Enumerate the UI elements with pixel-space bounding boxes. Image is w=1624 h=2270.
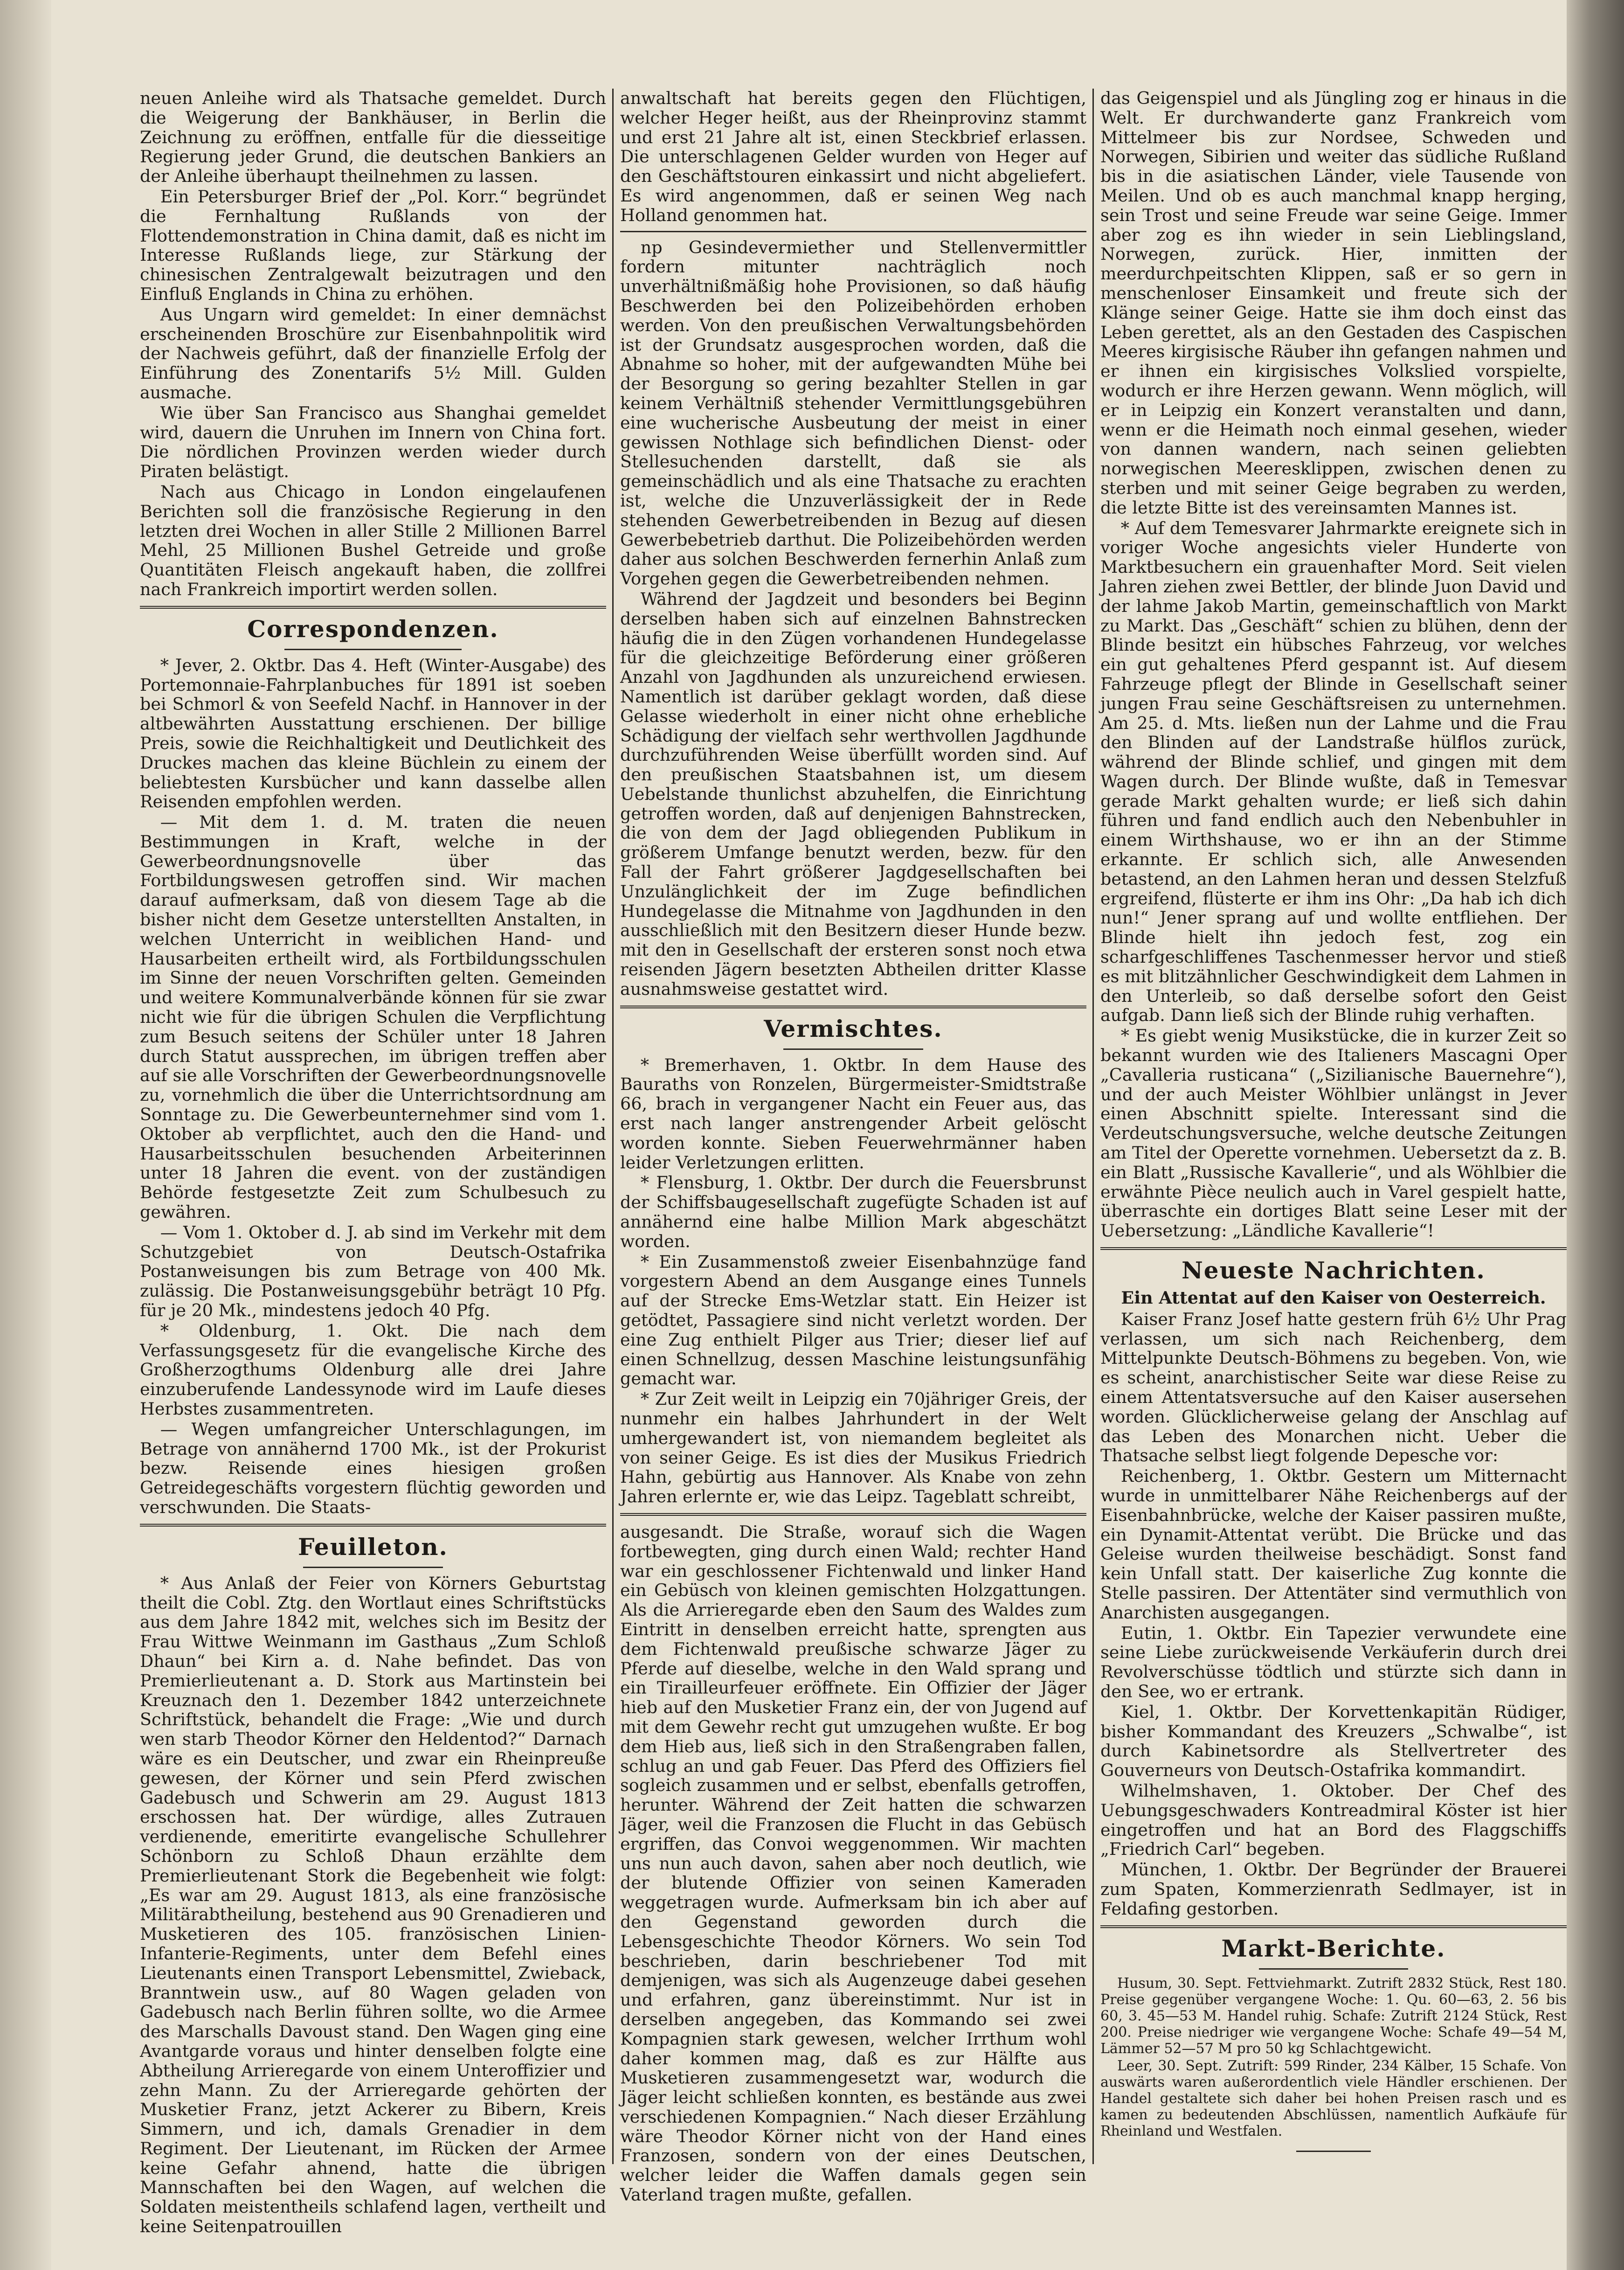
column-divider-2 [1092,89,1094,2164]
article-rule [620,231,1086,232]
article-paragraph: — Vom 1. Oktober d. J. ab sind im Verkehr mit dem Schutzgebiet von Deutsch-Ostafrika Postanweisungen bis zum Betrage von 400 Mk. zulässig. Die Postanweisungsgebühr beträgt 10 Pfg. für je 20 Mk., mindestens jedoch 40 Pfg. [140,1222,606,1321]
column-3 [1100,89,1567,2187]
end-rule [1296,2151,1371,2152]
section-rule [620,1006,1086,1008]
article-paragraph: * Aus Anlaß der Feier von Körners Geburtstag theilt die Cobl. Ztg. den Wortlaut eines Schriftstücks aus dem Jahre 1842 mit, welches sich im Besitz der Frau Wittwe Weinmann im Gasthaus „Zum Schloß Dhaun“ bei Kirn a. d. Nahe befindet. Das von Premierlieutenant a. D. Stork aus Martinstein bei Kreuznach den 1. Dezember 1842 unterzeichnete Schriftstück, behandelt die Frage: „Wie und durch wen starb Theodor Körner den Heldentod?“ Darnach wäre es ein Deutscher, und zwar ein Rheinpreuße gewesen, der Körner und sein Pferd zwischen Gadebusch und Schwerin am 29. August 1813 erschossen hat. Der würdige, alles Zutrauen verdienende, emeritirte evangelische Schullehrer Schönborn zu Schloß Dhaun erzählte dem Premierlieutenant Stork die Begebenheit wie folgt: „Es war am 29. August 1813, als eine französische Militärabtheilung, bestehend aus 90 Grenadieren und Musketieren des 105. französischen Linien-Infanterie-Regiments, unter dem Befehl eines Lieutenants einen Transport Lebensmittel, Zwieback, Branntwein usw., auf 80 Wagen geladen von Gadebusch nach Berlin führen sollte, wo die Armee des Marschalls Davoust stand. Den Wagen ging eine Avantgarde voraus und hinter denselben folgte eine Abtheilung Arrieregarde von einem Unteroffizier und zehn Mann. Zu der Arrieregarde gehörten der Musketier Franz, jetzt Ackerer zu Bibern, Kreis Simmern, und ich, damals Grenadier in dem Regiment. Der Lieutenant, im Rücken der Armee keine Gefahr ahnend, hatte die übrigen Mannschaften bei den Wagen, auf welchen die Soldaten meistentheils schlafend lagen, vertheilt und keine Seitenpatrouillen [140,1573,606,2237]
article-paragraph: ausgesandt. Die Straße, worauf sich die Wagen fortbewegten, ging durch einen Wald; rechter Hand war ein geschlossener Fichtenwald und linker Hand ein Gebüsch von kleinen gemischten Holzgattungen. Als die Arrieregarde eben den Saum des Waldes zum Eintritt in denselben erreicht hatte, sprengten aus dem Fichtenwald preußische schwarze Jäger zu Pferde auf dieselbe, welche in den Wald sprang und ein Tirailleurfeuer eröffnete. Ein Offizier der Jäger hieb auf den Musketier Franz ein, der von Jugend auf mit dem Gewehr recht gut umzugehen wußte. Er bog dem Hieb aus, ließ sich in den Straßengraben fallen, schlug an und gab Feuer. Das Pferd des Offiziers fiel sogleich zusammen und er selbst, ebenfalls getroffen, herunter. Während der Zeit hatten die schwarzen Jäger, weil die Franzosen die Flucht in das Gebüsch ergriffen, das Convoi weggenommen. Wir machten uns nun auch davon, sahen aber noch deutlich, wie der blutende Offizier von seinen Kameraden weggetragen wurde. Aufmerksam bin ich aber auf den Gegenstand geworden durch die Lebensgeschichte Theodor Körners. Wo sein Tod beschrieben, darin beschriebener Tod mit demjenigen, was sich als Augenzeuge dabei gesehen und erfahren, ganz übereinstimmt. Nur ist in derselben angegeben, das Kommando sei zwei Kompagnien stark gewesen, welcher Irrthum wohl daher kommen mag, daß es zur Hälfte aus Musketieren zusammengesetzt war, wodurch die Jäger leicht schließen konnten, es bestände aus zwei verschiedenen Kompagnien.“ Nach dieser Erzählung wäre Theodor Körner nicht von der Hand eines Franzosen, sondern von der eines Deutschen, welcher leider die Waffen damals gegen sein Vaterland tragen mußte, gefallen. [620,1521,1086,2205]
article-paragraph: Wilhelmshaven, 1. Oktober. Der Chef des Uebungsgeschwaders Kontreadmiral Köster ist hier eingetroffen und hat an Bord des Flaggschiffs „Friedrich Carl“ begeben. [1100,1780,1567,1860]
article-paragraph: Ein Petersburger Brief der „Pol. Korr.“ begründet die Fernhaltung Rußlands von der Flottendemonstration in China damit, daß es nicht im Interesse Rußlands liege, zur Stärkung der chinesischen Zentralgewalt beizutragen und den Einfluß Englands in China zu erhöhen. [140,186,606,304]
heading-rule [1259,1968,1408,1970]
article-paragraph: Aus Ungarn wird gemeldet: In einer demnächst erscheinenden Broschüre zur Eisenbahnpolitik wird der Nachweis geführt, daß der finanzielle Erfolg der Einführung des Zonentarifs 5½ Mill. Gulden ausmache. [140,304,606,403]
section-heading-vermischtes: Vermischtes. [764,1014,943,1042]
section-rule [140,606,606,609]
page-edge [1567,0,1624,2270]
section-heading-markt-berichte: Markt-Berichte. [1221,1934,1446,1962]
article-paragraph: * Flensburg, 1. Oktbr. Der durch die Feuersbrunst der Schiffsbaugesellschaft zugefügte Schaden ist auf annähernd eine halbe Million Mark abgeschätzt worden. [620,1173,1086,1251]
market-report: Leer, 30. Sept. Zutrift: 599 Rinder, 234 Kälber, 15 Schafe. Von auswärts waren außerordentlich viele Händler erschienen. Der Handel gestaltete sich daher bei hohen Preisen rasch und es kamen zu bedeutenden Abschlüssen, namentlich Aufkäufe für Rheinland und Westfalen. [1100,2057,1567,2139]
heading-rule [284,649,462,650]
subheading-attentat: Ein Attentat auf den Kaiser von Oesterreich. [1121,1288,1546,1308]
article-paragraph: Kiel, 1. Oktbr. Der Korvettenkapitän Rüdiger, bisher Kommandant des Kreuzers „Schwalbe“, ist durch Kabinetsordre als Stellvertreter des Gouverneurs von Deutsch-Ostafrika kommandirt. [1100,1701,1567,1781]
article-paragraph: Nach aus Chicago in London eingelaufenen Berichten soll die französische Regierung in den letzten drei Wochen in aller Stille 2 Millionen Barrel Mehl, 25 Millionen Bushel Getreide und große Quantitäten Fleisch angekauft haben, die zollfrei nach Frankreich importirt werden sollen. [140,481,606,599]
article-paragraph: Während der Jagdzeit und besonders bei Beginn derselben haben sich auf einzelnen Bahnstrecken häufig die in den Zügen vorhandenen Hundegelasse für die gleichzeitige Beförderung einer größeren Anzahl von Jagdhunden als unzureichend erwiesen. Namentlich ist darüber geklagt worden, daß diese Gelasse wiederholt in einer nicht ohne erhebliche Schädigung der vielfach sehr werthvollen Jagdhunde durchzuführenden Weise überfüllt worden sind. Auf den preußischen Staatsbahnen ist, um diesem Uebelstande thunlichst abzuhelfen, die Einrichtung getroffen worden, daß auf denjenigen Bahnstrecken, die von dem der Jagd obliegenden Publikum in größerem Umfange benutzt werden, bezw. für den Fall der Fahrt größerer Jagdgesellschaften bei Unzulänglichkeit der im Zuge befindlichen Hundegelasse die Mitnahme von Jagdhunden in den ausschließlich mit den Besitzern dieser Hunde bezw. mit den in Gesellschaft der ersteren sonst noch etwa reisenden Jägern besetzten Abtheilen dritter Klasse ausnahmsweise gestattet wird. [620,589,1086,999]
section-heading-neueste-nachrichten: Neueste Nachrichten. [1182,1256,1486,1284]
article-paragraph: * Jever, 2. Oktbr. Das 4. Heft (Winter-Ausgabe) des Portemonnaie-Fahrplanbuches für 1891 ist soeben bei Schmorl & von Seefeld Nachf. in Hannover in der altbewährten Ausstattung erschienen. Der billige Preis, sowie die Reichhaltigkeit und Deutlichkeit des Druckes machen das kleine Büchlein zu einem der beliebtesten Kursbücher und kann dasselbe allen Reisenden empfohlen werden. [140,655,606,812]
article-paragraph: Eutin, 1. Oktbr. Ein Tapezier verwundete eine seine Liebe zurückweisende Verkäuferin durch drei Revolverschüsse tödtlich und stürzte sich dann in den See, wo er ertrank. [1100,1623,1567,1701]
section-heading-correspondenzen: Correspondenzen. [247,615,499,643]
article-paragraph: * Oldenburg, 1. Okt. Die nach dem Verfassungsgesetz für die evangelische Kirche des Großherzogthums Oldenburg alle drei Jahre einzuberufende Landessynode wird im Laufe dieses Herbstes zusammentreten. [140,1320,606,1419]
column-divider-1 [612,89,614,2164]
article-paragraph: * Ein Zusammenstoß zweier Eisenbahnzüge fand vorgestern Abend an dem Ausgange eines Tunnels auf der Strecke Ems-Wetzlar statt. Ein Heizer ist getödtet, Passagiere sind nicht verletzt worden. Der eine Zug enthielt Pilger aus Trier; dieser lief auf einen Schnellzug, dessen Maschine leistungsunfähig gemacht war. [620,1251,1086,1389]
article-paragraph: * Zur Zeit weilt in Leipzig ein 70jähriger Greis, der nunmehr ein halbes Jahrhundert in der Welt umhergewandert ist, von niemandem begleitet als von seiner Geige. Es ist dies der Musikus Friedrich Hahn, gebürtig aus Hannover. Als Knabe von zehn Jahren erlernte er, wie das Leipz. Tageblatt schreibt, [620,1389,1086,1507]
article-paragraph: np Gesindevermiether und Stellenvermittler fordern mitunter nachträglich noch unverhältnißmäßig hohe Provisionen, so daß häufig Beschwerden bei den Polizeibehörden erhoben werden. Von den preußischen Verwaltungsbehörden ist der Grundsatz ausgesprochen worden, daß die Abnahme so hoher, mit der aufgewandten Mühe bei der Besorgung so gering bezahlter Stellen in gar keinem Verhältniß stehender Vermittlungsgebühren eine wucherische Ausbeutung der meist in einer gewissen Nothlage sich befindlichen Dienst- oder Stellesuchenden darstellt, daß sie als gemeinschädlich und als eine Thatsache zu erachten ist, welche die Unzuverlässigkeit der in Rede stehenden Gewerbetreibenden in Bezug auf diesen Gewerbebetrieb darthut. Die Polizeibehörden werden daher aus solchen Beschwerden fernerhin Anlaß zum Vorgehen gegen die Gewerbetreibenden nehmen. [620,237,1086,589]
article-paragraph: das Geigenspiel und als Jüngling zog er hinaus in die Welt. Er durchwanderte ganz Frankreich vom Mittelmeer bis zur Nordsee, Schweden und Norwegen, Sibirien und weiter das südliche Rußland bis in die asiatischen Länder, viele Tausende von Meilen. Und ob es auch manchmal knapp herging, sein Trost und seine Freude war seine Geige. Immer aber zog es ihn wieder in sein Lieblingsland, Norwegen, zurück. Hier, inmitten der meerdurchpeitschten Klippen, saß er so gern in menschenloser Einsamkeit und freute sich der Klänge seiner Geige. Hatte sie ihm doch einst das Leben gerettet, als an den Gestaden des Caspischen Meeres kirgisische Räuber ihn gefangen nahmen und er ihnen ein kirgisisches Volkslied vorspielte, wodurch er ihre Herzen gewann. Wenn möglich, will er in Leipzig ein Konzert veranstalten und dann, wenn er die Heimath noch einmal gesehen, wieder von dannen wandern, nach seinen geliebten norwegischen Meeresklippen, zwischen denen zu sterben und mit seiner Geige begraben zu werden, die letzte Bitte ist des vereinsamten Mannes ist. [1100,88,1567,518]
section-rule [1100,1925,1567,1928]
section-heading-feuilleton: Feuilleton. [298,1533,448,1561]
column-1 [140,88,606,2237]
article-paragraph: * Es giebt wenig Musikstücke, die in kurzer Zeit so bekannt wurden wie des Italieners Mascagni Oper „Cavalleria rusticana“ („Sizilianische Bauernehre“), und der auch Meister Wöhlbier unlängst in Jever einen Abschnitt spielte. Interessant sind die Verdeutschungsversuche, welche deutsche Zeitungen am Titel der Operette vornehmen. Uebersetzt da z. B. ein Blatt „Russische Kavallerie“, und als Wöhlbier die erwähnte Pièce neulich auch in Varel gespielt hatte, überraschte ein dortiges Blatt seine Leser mit der Uebersetzung: „Ländliche Kavallerie“! [1100,1026,1567,1241]
article-paragraph: Reichenberg, 1. Oktbr. Gestern um Mitternacht wurde in unmittelbarer Nähe Reichenbergs auf der Eisenbahnbrücke, welche der Kaiser passiren mußte, ein Dynamit-Attentat verübt. Die Brücke und das Geleise wurden theilweise beschädigt. Sonst fand kein Unfall statt. Der kaiserliche Zug konnte die Stelle passiren. Der Attentäter sind vermuthlich von Anarchisten ausgegangen. [1100,1466,1567,1623]
heading-rule [783,1048,923,1050]
section-rule [1100,1247,1567,1250]
heading-rule [303,1567,443,1568]
column-2 [620,89,1086,2215]
article-paragraph: * Auf dem Temesvarer Jahrmarkte ereignete sich in voriger Woche angesichts vieler Hunderte von Marktbesuchern ein grauenhafter Mord. Seit vielen Jahren ziehen zwei Bettler, der blinde Juon David und der lahme Jakob Martin, gemeinschaftlich von Markt zu Markt. Das „Geschäft“ schien zu blühen, denn der Blinde besitzt ein hübsches Fahrzeug, vor welches ein gut gehaltenes Pferd gespannt ist. Auf diesem Fahrzeuge pflegt der Blinde in Gesellschaft seiner jungen Frau seine Geschäftsreisen zu unternehmen. Am 25. d. Mts. ließen nun der Lahme und die Frau den Blinden auf der Landstraße hülflos zurück, während der Blinde schlief, und gingen mit dem Wagen durch. Der Blinde wußte, daß in Temesvar gerade Markt gehalten wurde; er ließ sich dahin führen und fand endlich auch den Nebenbuhler in einem Wirthshause, wo er ihn an der Stimme erkannte. Er schlich sich, alle Anwesenden betastend, an den Lahmen heran und dessen Stelzfuß ergreifend, flüsterte er ihm ins Ohr: „Da hab ich dich nun!“ Jener sprang auf und wollte entfliehen. Der Blinde hielt ihn jedoch fest, zog ein scharfgeschliffenes Taschenmesser hervor und stieß es mit blitzähnlicher Geschwindigkeit dem Lahmen in den Unterleib, so daß derselbe sofort den Geist aufgab. Dann ließ sich der Blinde ruhig verhaften. [1100,518,1567,1026]
section-rule [140,1524,606,1527]
article-paragraph: anwaltschaft hat bereits gegen den Flüchtigen, welcher Heger heißt, aus der Rheinprovinz stammt und erst 21 Jahre alt ist, einen Steckbrief erlassen. Die unterschlagenen Gelder wurden von Heger auf den Geschäftstouren einkassirt und nicht abgeliefert. Es wird angenommen, daß er seinen Weg nach Holland genommen hat. [620,88,1086,225]
article-paragraph: — Mit dem 1. d. M. traten die neuen Bestimmungen in Kraft, welche in der Gewerbeordnungsnovelle über das Fortbildungswesen getroffen sind. Wir machen darauf aufmerksam, daß von diesem Tage ab die bisher nicht dem Gesetze unterstellten Anstalten, in welchen Unterricht in weiblichen Hand- und Hausarbeiten ertheilt wird, als Fortbildungsschulen im Sinne der neuen Vorschriften gelten. Gemeinden und weitere Kommunalverbände können für sie zwar nicht wie für die übrigen Schulen die Verpflichtung zum Besuch seitens der Schüler unter 18 Jahren durch Statut aussprechen, im übrigen treffen aber auf sie alle Vorschriften der Gewerbeordnungsnovelle zu, vornehmlich die über die Unterrichtsordnung am Sonntage zu. Die Gewerbeunternehmer sind vom 1. Oktober ab verpflichtet, auch den die Hand- und Hausarbeitsschulen besuchenden Arbeiterinnen unter 18 Jahren die event. von der zuständigen Behörde festgesetzte Zeit zum Schulbesuch zu gewähren. [140,812,606,1222]
binding-gutter [0,0,51,2270]
article-paragraph: * Bremerhaven, 1. Oktbr. In dem Hause des Bauraths von Ronzelen, Bürgermeister-Smidtstraße 66, brach in vergangener Nacht ein Feuer aus, das erst nach langer anstrengender Arbeit gelöscht worden konnte. Sieben Feuerwehrmänner haben leider Verletzungen erlitten. [620,1055,1086,1173]
article-paragraph: neuen Anleihe wird als Thatsache gemeldet. Durch die Weigerung der Bankhäuser, in Berlin die Zeichnung zu eröffnen, entfalle für die diesseitige Regierung jeder Grund, die deutschen Bankiers an der Anleihe überhaupt theilnehmen zu lassen. [140,88,606,187]
article-paragraph: Wie über San Francisco aus Shanghai gemeldet wird, dauern die Unruhen im Innern von China fort. Die nördlichen Provinzen werden wieder durch Piraten belästigt. [140,403,606,482]
market-report: Husum, 30. Sept. Fettviehmarkt. Zutrift 2832 Stück, Rest 180. Preise gegenüber vergangene Woche: 1. Qu. 60—63, 2. 56 bis 60, 3. 45—53 M. Handel ruhig. Schafe: Zutrift 2124 Stück, Rest 200. Preise niedriger wie vergangene Woche: Schafe 49—54 M, Lämmer 52—57 M pro 50 kg Schlachtgewicht. [1100,1975,1567,2057]
article-paragraph: München, 1. Oktbr. Der Begründer der Brauerei zum Spaten, Kommerzienrath Sedlmayer, ist in Feldafing gestorben. [1100,1860,1567,1919]
section-rule [620,1513,1086,1516]
article-paragraph: Kaiser Franz Josef hatte gestern früh 6½ Uhr Prag verlassen, um sich nach Reichenberg, dem Mittelpunkte Deutsch-Böhmens zu begeben. Von, wie es scheint, anarchistischer Seite war diese Reise zu einem Attentatsversuche auf den Kaiser ausersehen worden. Glücklicherweise gelang der Anschlag auf das Leben des Monarchen nicht. Ueber die Thatsache selbst liegt folgende Depesche vor: [1100,1309,1567,1466]
article-paragraph: — Wegen umfangreicher Unterschlagungen, im Betrage von annähernd 1700 Mk., ist der Prokurist bezw. Reisende eines hiesigen großen Getreidegeschäfts vorgestern flüchtig geworden und verschwunden. Die Staats- [140,1419,606,1517]
